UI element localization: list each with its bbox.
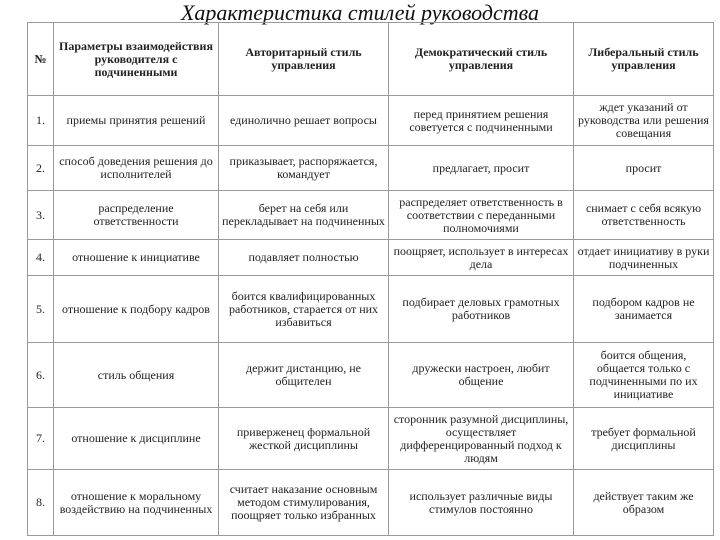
row-auth: держит дистанцию, не общителен: [219, 343, 389, 408]
row-param: отношение к подбору кадров: [54, 276, 219, 343]
row-auth: приказывает, распоряжается, командует: [219, 146, 389, 191]
row-lib: подбором кадров не занимается: [574, 276, 714, 343]
table-row: [28, 276, 714, 343]
row-num: 2.: [28, 146, 54, 191]
header-num: №: [28, 23, 54, 96]
table-row: [28, 146, 714, 191]
row-demo: предлагает, просит: [389, 146, 574, 191]
row-demo: распределяет ответственность в соответствии с переданными полномочиями: [389, 191, 574, 240]
row-auth: считает наказание основным методом стимулирования, поощряет только избранных: [219, 470, 389, 536]
row-num: 6.: [28, 343, 54, 408]
row-lib: боится общения, общается только с подчиненными по их инициативе: [574, 343, 714, 408]
table-header-row: [28, 23, 714, 96]
table-row: [28, 408, 714, 470]
table-row: [28, 240, 714, 276]
row-demo: поощряет, использует в интересах дела: [389, 240, 574, 276]
row-auth: берет на себя или перекладывает на подчиненных: [219, 191, 389, 240]
row-num: 7.: [28, 408, 54, 470]
row-param: отношение к моральному воздействию на подчиненных: [54, 470, 219, 536]
page-title: Характеристика стилей руководства: [180, 0, 540, 25]
header-lib: Либеральный стиль управления: [574, 23, 714, 96]
row-demo: сторонник разумной дисциплины, осуществляет дифференцированный подход к людям: [389, 408, 574, 470]
header-auth: Авторитарный стиль управления: [219, 23, 389, 96]
row-param: способ доведения решения до исполнителей: [54, 146, 219, 191]
row-lib: требует формальной дисциплины: [574, 408, 714, 470]
row-num: 5.: [28, 276, 54, 343]
row-lib: отдает инициативу в руки подчиненных: [574, 240, 714, 276]
row-auth: подавляет полностью: [219, 240, 389, 276]
header-param: Параметры взаимодействия руководителя с подчиненными: [54, 23, 219, 96]
header-demo: Демократический стиль управления: [389, 23, 574, 96]
table-row: [28, 96, 714, 146]
row-param: приемы принятия решений: [54, 96, 219, 146]
row-num: 3.: [28, 191, 54, 240]
row-lib: действует таким же образом: [574, 470, 714, 536]
table-row: [28, 191, 714, 240]
row-param: отношение к инициативе: [54, 240, 219, 276]
row-demo: дружески настроен, любит общение: [389, 343, 574, 408]
table-row: [28, 343, 714, 408]
row-auth: единолично решает вопросы: [219, 96, 389, 146]
row-lib: ждет указаний от руководства или решения совещания: [574, 96, 714, 146]
row-auth: приверженец формальной жесткой дисциплины: [219, 408, 389, 470]
row-demo: перед принятием решения советуется с подчиненными: [389, 96, 574, 146]
row-param: распределение ответственности: [54, 191, 219, 240]
row-auth: боится квалифицированных работников, старается от них избавиться: [219, 276, 389, 343]
row-lib: просит: [574, 146, 714, 191]
styles-table: [27, 22, 714, 536]
row-num: 4.: [28, 240, 54, 276]
row-lib: снимает с себя всякую ответственность: [574, 191, 714, 240]
row-param: стиль общения: [54, 343, 219, 408]
row-param: отношение к дисциплине: [54, 408, 219, 470]
table-row: [28, 470, 714, 536]
row-demo: подбирает деловых грамотных работников: [389, 276, 574, 343]
row-demo: использует различные виды стимулов постоянно: [389, 470, 574, 536]
row-num: 1.: [28, 96, 54, 146]
row-num: 8.: [28, 470, 54, 536]
